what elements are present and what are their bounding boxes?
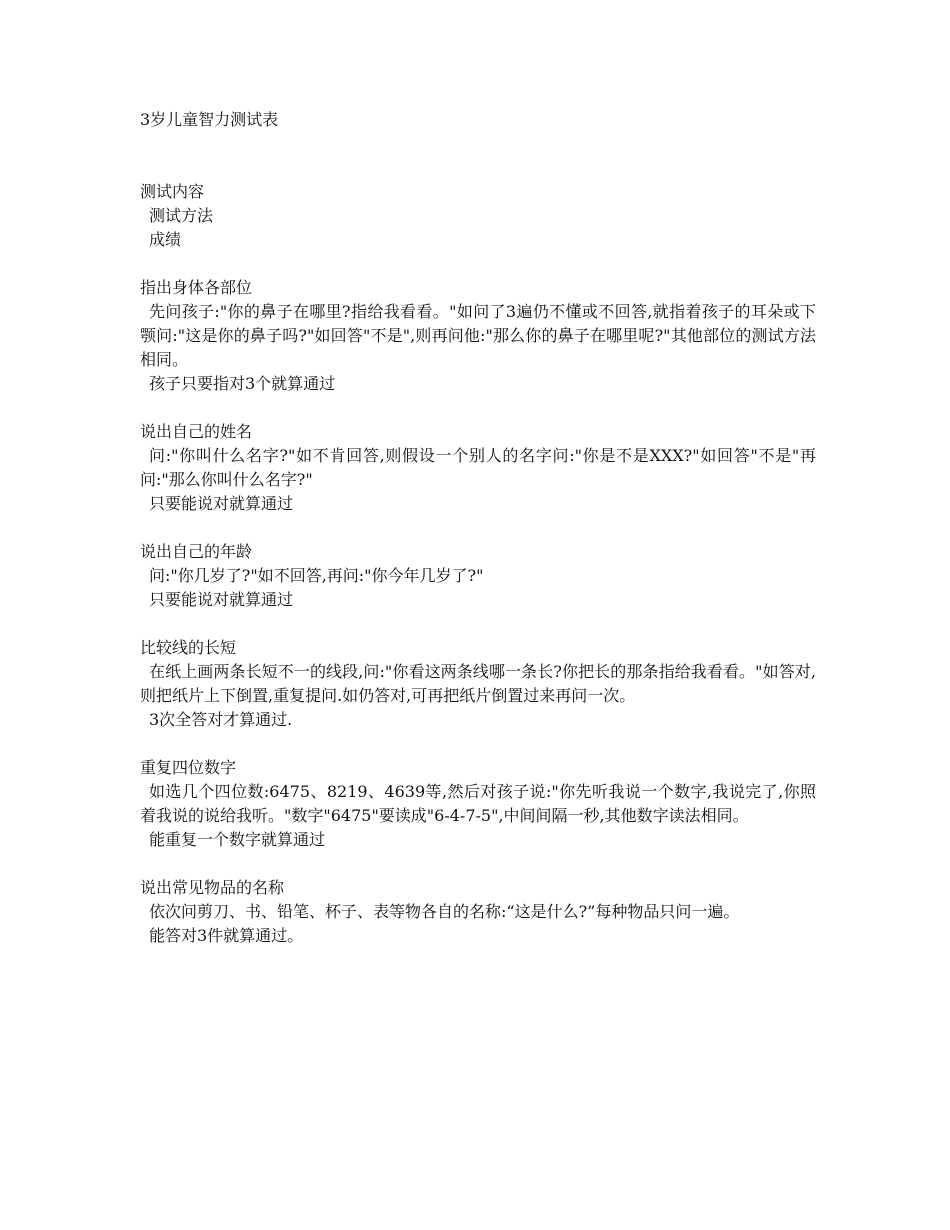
- test-item-method: 问:"你几岁了?"如不回答,再问:"你今年几岁了?": [149, 566, 484, 585]
- table-header: [140, 180, 816, 252]
- test-item-result: 能重复一个数字就算通过: [149, 830, 326, 849]
- header-method-label: 测试方法: [149, 206, 214, 225]
- test-item-method: 依次问剪刀、书、铅笔、杯子、表等物各自的名称:“这是什么?”每种物品只问一遍。: [149, 902, 740, 921]
- test-item-name: 说出自己的姓名: [140, 422, 253, 441]
- document-body: [140, 108, 816, 948]
- test-item-name: 指出身体各部位: [140, 278, 253, 297]
- test-item-method: 先问孩子:"你的鼻子在哪里?指给我看看。"如问了3遍仍不懂或不回答,就指着孩子的耳朵或下颚问:"这是你的鼻子吗?"如回答"不是",则再问他:"那么你的鼻子在哪里呢?"其他部位的测试方法相同。: [140, 302, 816, 369]
- test-item-result: 只要能说对就算通过: [149, 590, 294, 609]
- test-item-method: 如选几个四位数:6475、8219、4639等,然后对孩子说:"你先听我说一个数字,我说完了,你照着我说的说给我听。"数字"6475"要读成"6-4-7-5",中间间隔一秒,其他数字读法相同。: [140, 782, 816, 825]
- test-item-result: 能答对3件就算通过。: [149, 926, 304, 945]
- test-item-name: 说出自己的年龄: [140, 542, 253, 561]
- test-item-name-recall: [140, 420, 816, 516]
- test-item-object-names: [140, 876, 816, 948]
- test-item-body-parts: [140, 276, 816, 396]
- test-item-method: 问:"你叫什么名字?"如不肯回答,则假设一个别人的名字问:"你是不是XXX?"如回答"不是"再问:"那么你叫什么名字?": [140, 446, 816, 489]
- page-title: 3岁儿童智力测试表: [140, 110, 279, 129]
- test-item-result: 只要能说对就算通过: [149, 494, 294, 513]
- test-item-method: 在纸上画两条长短不一的线段,问:"你看这两条线哪一条长?你把长的那条指给我看看。"如答对,则把纸片上下倒置,重复提问.如仍答对,可再把纸片倒置过来再问一次。: [140, 662, 816, 705]
- test-item-result: 孩子只要指对3个就算通过: [149, 374, 336, 393]
- test-item-digit-repeat: [140, 756, 816, 852]
- test-item-age: [140, 540, 816, 612]
- test-item-result: 3次全答对才算通过.: [149, 710, 293, 729]
- test-item-name: 说出常见物品的名称: [140, 878, 285, 897]
- header-result-label: 成绩: [149, 230, 182, 249]
- test-item-name: 重复四位数字: [140, 758, 237, 777]
- test-item-line-length: [140, 636, 816, 732]
- test-item-name: 比较线的长短: [140, 638, 237, 657]
- header-content-label: 测试内容: [140, 182, 205, 201]
